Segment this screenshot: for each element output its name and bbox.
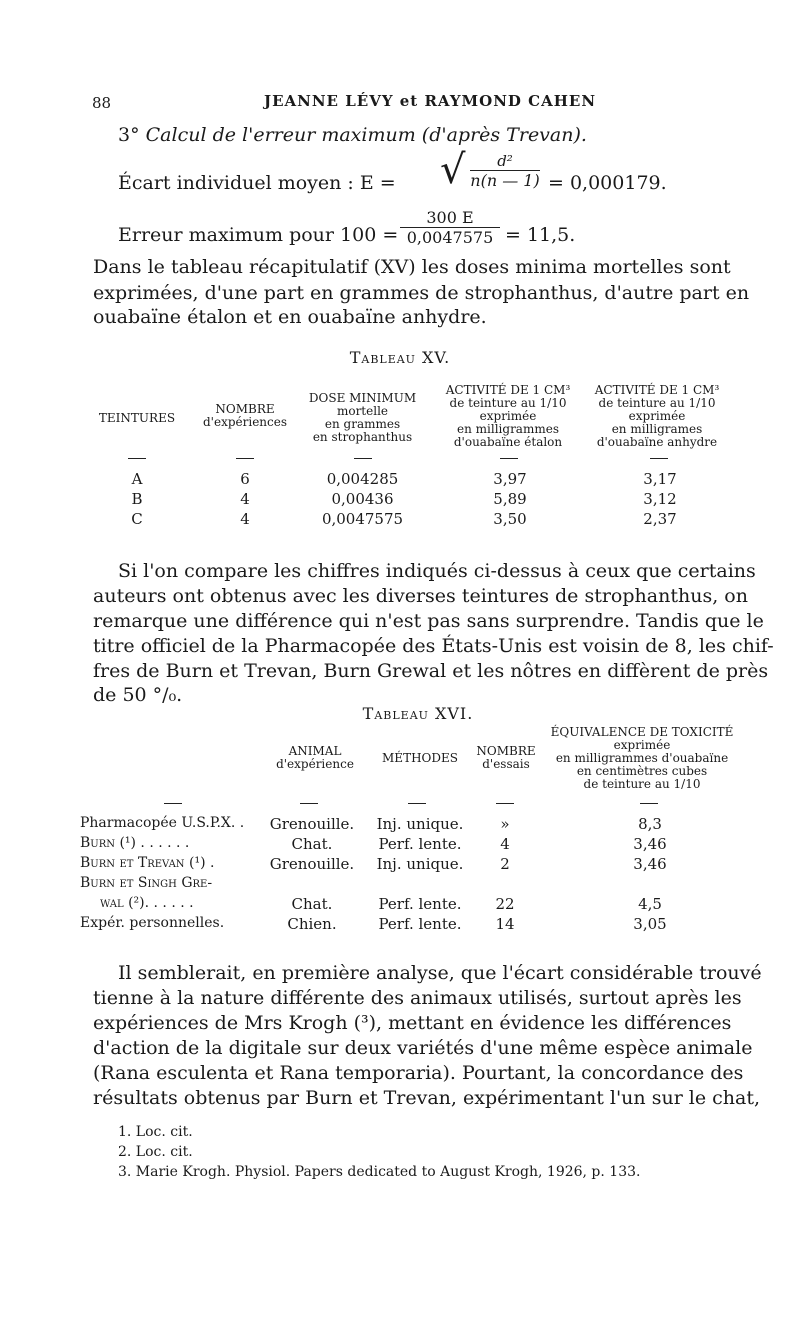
- paragraph-line: auteurs ont obtenus avec les diverses teintures de strophanthus, on: [93, 585, 748, 607]
- table16-cell: Grenouille.: [269, 855, 355, 873]
- table15-cell: 3,97: [493, 470, 527, 488]
- table15-cell: 3,12: [643, 490, 677, 508]
- table15-header-activite-etalon: ACTIVITÉ DE 1 CM³ de teinture au 1/10 exprimée en milligrammes d'ouabaïne étalon: [445, 383, 571, 449]
- table16-row-label: Pharmacopée U.S.P.X. .: [80, 815, 245, 831]
- table15-rule: [500, 458, 518, 459]
- table16-title: Tableau XVI.: [362, 704, 474, 723]
- footnote: 2. Loc. cit.: [118, 1144, 193, 1160]
- ecart-fraction: [470, 152, 540, 190]
- table15-header-teintures: TEINTURES: [98, 411, 176, 425]
- paragraph-line: expériences de Mrs Krogh (³), mettant en évidence les différences: [93, 1012, 732, 1034]
- table15-header-activite-anhydre: ACTIVITÉ DE 1 CM³ de teinture au 1/10 exprimée en milligrames d'ouabaïne anhydre: [594, 383, 720, 449]
- paragraph-line: Si l'on compare les chiffres indiqués ci-dessus à ceux que certains: [118, 560, 756, 582]
- table16-rule: [640, 803, 658, 804]
- table15-cell: C: [131, 510, 143, 528]
- paragraph-line: exprimées, d'une part en grammes de strophanthus, d'autre part en: [93, 282, 750, 304]
- paragraph-line: tienne à la nature différente des animaux utilisés, surtout après les: [93, 987, 742, 1009]
- section-title: Calcul de l'erreur maximum (d'après Trevan).: [145, 124, 587, 146]
- table16-cell: Chat.: [291, 895, 333, 913]
- table16-cell: 3,05: [633, 915, 667, 933]
- table16-rule: [164, 803, 182, 804]
- table16-cell: »: [500, 815, 510, 833]
- table15-rule: [236, 458, 254, 459]
- table15-header-nombre: NOMBRE d'expériences: [202, 402, 288, 429]
- page-number: 88: [92, 94, 112, 112]
- table16-cell: Inj. unique.: [376, 855, 464, 873]
- section-number: 3°: [118, 124, 140, 146]
- table16-row-label: Burn (¹) . . . . . .: [80, 835, 190, 851]
- erreur-result: = 11,5.: [505, 224, 576, 246]
- table16-rule: [408, 803, 426, 804]
- table15-title: Tableau XV.: [349, 348, 451, 367]
- ecart-denominator: n(n — 1): [470, 171, 540, 190]
- ecart-label: Écart individuel moyen : E =: [118, 172, 396, 194]
- paragraph-line: de 50 °/₀.: [93, 684, 183, 706]
- table16-cell: Chat.: [291, 835, 333, 853]
- table15-rule: [128, 458, 146, 459]
- table15-cell: B: [131, 490, 143, 508]
- sqrt-icon: √: [440, 147, 466, 193]
- table16-cell: 14: [495, 915, 515, 933]
- section-heading: [118, 124, 587, 146]
- table16-cell: Chien.: [287, 915, 337, 933]
- table15-cell: 5,89: [493, 490, 527, 508]
- table16-header-nombre: NOMBRE d'essais: [476, 744, 536, 771]
- table16-cell: 3,46: [633, 855, 667, 873]
- table15-cell: 3,17: [643, 470, 677, 488]
- table16-header-animal: ANIMAL d'expérience: [276, 744, 354, 771]
- table16-row-label: Burn et Trevan (¹) .: [80, 855, 215, 871]
- table15-cell: 3,50: [493, 510, 527, 528]
- paragraph-line: titre officiel de la Pharmacopée des États-Unis est voisin de 8, les chif-: [93, 635, 774, 657]
- table16-cell: 2: [500, 855, 510, 873]
- paragraph-line: (Rana esculenta et Rana temporaria). Pourtant, la concordance des: [93, 1062, 744, 1084]
- paragraph-line: résultats obtenus par Burn et Trevan, expérimentant l'un sur le chat,: [93, 1087, 761, 1109]
- table15-rule: [650, 458, 668, 459]
- footnote: 1. Loc. cit.: [118, 1124, 193, 1140]
- erreur-fraction: [400, 208, 500, 247]
- table16-row-label: wal (²). . . . . .: [100, 895, 194, 911]
- table16-cell: 22: [495, 895, 515, 913]
- table16-cell: Perf. lente.: [378, 835, 462, 853]
- table15-cell: 0,004285: [326, 470, 399, 488]
- table15-cell: 4: [240, 490, 250, 508]
- erreur-label: Erreur maximum pour 100 =: [118, 224, 399, 246]
- erreur-numerator: 300 E: [426, 208, 474, 227]
- table16-cell: Perf. lente.: [378, 915, 462, 933]
- table16-header-methodes: MÉTHODES: [382, 751, 458, 765]
- table15-cell: 4: [240, 510, 250, 528]
- paragraph-line: remarque une différence qui n'est pas sans surprendre. Tandis que le: [93, 610, 764, 632]
- paragraph-line: Il semblerait, en première analyse, que l'écart considérable trouvé: [118, 962, 762, 984]
- table16-cell: Perf. lente.: [378, 895, 462, 913]
- table16-cell: 4,5: [638, 895, 662, 913]
- table15-rule: [354, 458, 372, 459]
- table16-row-label: Expér. personnelles.: [80, 915, 225, 931]
- ecart-numerator: d²: [497, 152, 513, 170]
- paragraph-line: Dans le tableau récapitulatif (XV) les doses minima mortelles sont: [93, 256, 731, 278]
- table15-cell: 2,37: [643, 510, 677, 528]
- table16-row-label: Burn et Singh Gre-: [80, 875, 213, 891]
- table16-cell: 8,3: [638, 815, 662, 833]
- table16-rule: [300, 803, 318, 804]
- paragraph-line: fres de Burn et Trevan, Burn Grewal et les nôtres en diffèrent de près: [93, 660, 769, 682]
- footnote: 3. Marie Krogh. Physiol. Papers dedicated to August Krogh, 1926, p. 133.: [118, 1164, 641, 1180]
- table15-cell: A: [131, 470, 143, 488]
- table16-cell: 3,46: [633, 835, 667, 853]
- erreur-denominator: 0,0047575: [406, 228, 494, 247]
- table16-header-equivalence: ÉQUIVALENCE DE TOXICITÉ exprimée en milligrammes d'ouabaïne en centimètres cubes de teinture au 1/10: [550, 725, 734, 791]
- table15-cell: 0,0047575: [321, 510, 404, 528]
- paragraph-line: d'action de la digitale sur deux variétés d'une même espèce animale: [93, 1037, 753, 1059]
- table16-rule: [496, 803, 514, 804]
- table16-cell: 4: [500, 835, 510, 853]
- paragraph-line: ouabaïne étalon et en ouabaïne anhydre.: [93, 306, 487, 328]
- running-title: JEANNE LÉVY et RAYMOND CAHEN: [263, 92, 597, 110]
- table15-cell: 6: [240, 470, 250, 488]
- table15-cell: 0,00436: [331, 490, 394, 508]
- table15-header-dose: DOSE MINIMUM mortelle en grammes en strophanthus: [308, 391, 417, 444]
- ecart-result: = 0,000179.: [548, 172, 667, 194]
- table16-cell: Inj. unique.: [376, 815, 464, 833]
- table16-cell: Grenouille.: [269, 815, 355, 833]
